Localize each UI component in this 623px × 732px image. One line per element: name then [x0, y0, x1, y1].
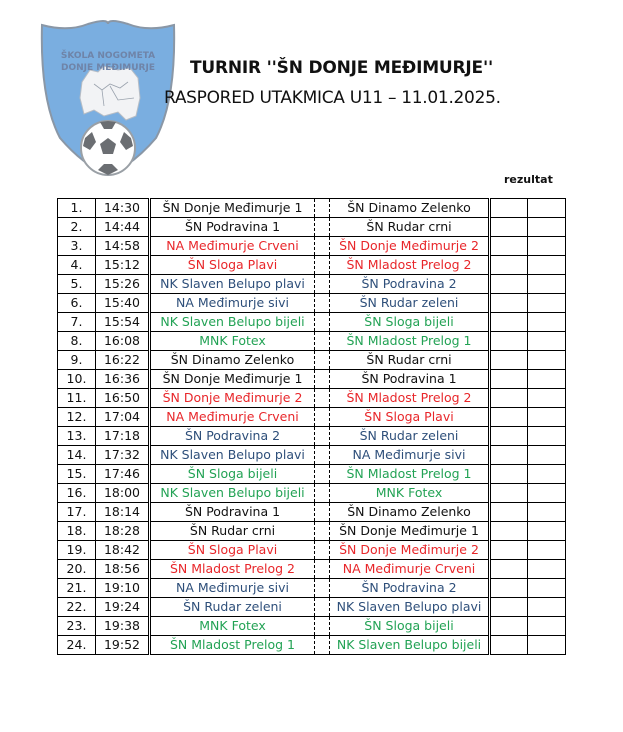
away-team: ŠN Sloga bijeli — [330, 617, 490, 636]
result-home-cell[interactable] — [490, 313, 528, 332]
result-home-cell[interactable] — [490, 446, 528, 465]
separator — [315, 427, 330, 446]
match-number: 4. — [58, 256, 96, 275]
away-team: ŠN Mladost Prelog 2 — [330, 256, 490, 275]
home-team: ŠN Donje Međimurje 1 — [150, 370, 315, 389]
result-away-cell[interactable] — [528, 503, 566, 522]
home-team: ŠN Podravina 1 — [150, 218, 315, 237]
home-team: NA Međimurje Crveni — [150, 408, 315, 427]
away-team: ŠN Rudar crni — [330, 351, 490, 370]
separator — [315, 484, 330, 503]
home-team: ŠN Rudar crni — [150, 522, 315, 541]
table-row — [58, 294, 566, 313]
separator — [315, 617, 330, 636]
home-team: NK Slaven Belupo plavi — [150, 275, 315, 294]
match-time: 19:52 — [96, 636, 150, 655]
shield-icon — [38, 20, 178, 190]
table-row — [58, 389, 566, 408]
home-team: ŠN Rudar zeleni — [150, 598, 315, 617]
away-team: NA Međimurje Crveni — [330, 560, 490, 579]
home-team: ŠN Sloga Plavi — [150, 541, 315, 560]
result-home-cell[interactable] — [490, 579, 528, 598]
separator — [315, 598, 330, 617]
match-time: 16:22 — [96, 351, 150, 370]
separator — [315, 522, 330, 541]
match-number: 19. — [58, 541, 96, 560]
match-number: 16. — [58, 484, 96, 503]
separator — [315, 636, 330, 655]
away-team: ŠN Mladost Prelog 1 — [330, 332, 490, 351]
match-time: 19:38 — [96, 617, 150, 636]
match-number: 23. — [58, 617, 96, 636]
logo-text-1: ŠKOLA NOGOMETA — [60, 51, 156, 61]
match-time: 16:36 — [96, 370, 150, 389]
home-team: MNK Fotex — [150, 332, 315, 351]
result-home-cell[interactable] — [490, 218, 528, 237]
result-away-cell[interactable] — [528, 389, 566, 408]
result-home-cell[interactable] — [490, 275, 528, 294]
match-number: 1. — [58, 199, 96, 218]
match-time: 15:40 — [96, 294, 150, 313]
page-subtitle: RASPORED UTAKMICA U11 – 11.01.2025. — [164, 88, 501, 108]
away-team: ŠN Sloga bijeli — [330, 313, 490, 332]
table-row — [58, 275, 566, 294]
match-number: 22. — [58, 598, 96, 617]
match-time: 18:28 — [96, 522, 150, 541]
home-team: NK Slaven Belupo bijeli — [150, 484, 315, 503]
result-away-cell[interactable] — [528, 522, 566, 541]
home-team: ŠN Podravina 2 — [150, 427, 315, 446]
match-number: 9. — [58, 351, 96, 370]
table-row — [58, 351, 566, 370]
separator — [315, 446, 330, 465]
table-row — [58, 465, 566, 484]
result-home-cell[interactable] — [490, 598, 528, 617]
match-number: 18. — [58, 522, 96, 541]
match-number: 20. — [58, 560, 96, 579]
result-home-cell[interactable] — [490, 370, 528, 389]
away-team: ŠN Donje Međimurje 2 — [330, 237, 490, 256]
table-row — [58, 408, 566, 427]
table-row — [58, 617, 566, 636]
away-team: NK Slaven Belupo bijeli — [330, 636, 490, 655]
home-team: NK Slaven Belupo plavi — [150, 446, 315, 465]
table-row — [58, 256, 566, 275]
match-time: 17:04 — [96, 408, 150, 427]
away-team: ŠN Donje Međimurje 2 — [330, 541, 490, 560]
result-away-cell[interactable] — [528, 446, 566, 465]
result-home-cell[interactable] — [490, 617, 528, 636]
separator — [315, 256, 330, 275]
result-away-cell[interactable] — [528, 636, 566, 655]
away-team: ŠN Dinamo Zelenko — [330, 199, 490, 218]
match-number: 13. — [58, 427, 96, 446]
match-number: 8. — [58, 332, 96, 351]
match-time: 17:46 — [96, 465, 150, 484]
match-time: 19:10 — [96, 579, 150, 598]
separator — [315, 503, 330, 522]
home-team: ŠN Sloga Plavi — [150, 256, 315, 275]
match-time: 15:12 — [96, 256, 150, 275]
table-row — [58, 598, 566, 617]
result-away-cell[interactable] — [528, 218, 566, 237]
match-time: 14:30 — [96, 199, 150, 218]
separator — [315, 313, 330, 332]
table-row — [58, 237, 566, 256]
match-number: 21. — [58, 579, 96, 598]
table-row — [58, 446, 566, 465]
soccer-ball-icon — [81, 121, 135, 175]
home-team: ŠN Dinamo Zelenko — [150, 351, 315, 370]
separator — [315, 218, 330, 237]
match-number: 12. — [58, 408, 96, 427]
table-row — [58, 199, 566, 218]
result-home-cell[interactable] — [490, 237, 528, 256]
result-away-cell[interactable] — [528, 617, 566, 636]
table-row — [58, 541, 566, 560]
separator — [315, 294, 330, 313]
result-away-cell[interactable] — [528, 370, 566, 389]
table-row — [58, 313, 566, 332]
result-away-cell[interactable] — [528, 294, 566, 313]
separator — [315, 275, 330, 294]
separator — [315, 199, 330, 218]
result-away-cell[interactable] — [528, 332, 566, 351]
home-team: NA Međimurje Crveni — [150, 237, 315, 256]
separator — [315, 370, 330, 389]
result-label: rezultat — [504, 173, 553, 186]
result-away-cell[interactable] — [528, 541, 566, 560]
separator — [315, 541, 330, 560]
match-time: 18:42 — [96, 541, 150, 560]
table-row — [58, 332, 566, 351]
result-home-cell[interactable] — [490, 389, 528, 408]
result-home-cell[interactable] — [490, 351, 528, 370]
table-row — [58, 636, 566, 655]
match-time: 18:00 — [96, 484, 150, 503]
table-row — [58, 218, 566, 237]
match-number: 6. — [58, 294, 96, 313]
away-team: NA Međimurje sivi — [330, 446, 490, 465]
away-team: ŠN Mladost Prelog 2 — [330, 389, 490, 408]
match-number: 14. — [58, 446, 96, 465]
result-home-cell[interactable] — [490, 256, 528, 275]
match-time: 15:54 — [96, 313, 150, 332]
home-team: ŠN Donje Međimurje 1 — [150, 199, 315, 218]
away-team: NK Slaven Belupo plavi — [330, 598, 490, 617]
match-time: 18:56 — [96, 560, 150, 579]
away-team: ŠN Rudar crni — [330, 218, 490, 237]
table-row — [58, 560, 566, 579]
logo-text-2: DONJE MEĐIMURJE — [61, 63, 155, 73]
result-away-cell[interactable] — [528, 313, 566, 332]
match-time: 17:18 — [96, 427, 150, 446]
away-team: ŠN Dinamo Zelenko — [330, 503, 490, 522]
table-row — [58, 503, 566, 522]
match-number: 2. — [58, 218, 96, 237]
separator — [315, 237, 330, 256]
result-away-cell[interactable] — [528, 579, 566, 598]
home-team: NA Međimurje sivi — [150, 294, 315, 313]
separator — [315, 389, 330, 408]
away-team: ŠN Podravina 1 — [330, 370, 490, 389]
match-time: 17:32 — [96, 446, 150, 465]
home-team: NK Slaven Belupo bijeli — [150, 313, 315, 332]
match-time: 16:50 — [96, 389, 150, 408]
away-team: ŠN Podravina 2 — [330, 275, 490, 294]
away-team: ŠN Sloga Plavi — [330, 408, 490, 427]
away-team: MNK Fotex — [330, 484, 490, 503]
match-number: 10. — [58, 370, 96, 389]
result-home-cell[interactable] — [490, 541, 528, 560]
result-away-cell[interactable] — [528, 598, 566, 617]
home-team: ŠN Donje Međimurje 2 — [150, 389, 315, 408]
result-home-cell[interactable] — [490, 465, 528, 484]
match-number: 3. — [58, 237, 96, 256]
result-away-cell[interactable] — [528, 275, 566, 294]
separator — [315, 408, 330, 427]
result-home-cell[interactable] — [490, 522, 528, 541]
match-time: 19:24 — [96, 598, 150, 617]
match-time: 15:26 — [96, 275, 150, 294]
result-home-cell[interactable] — [490, 294, 528, 313]
result-away-cell[interactable] — [528, 237, 566, 256]
page-title: TURNIR ''ŠN DONJE MEĐIMURJE'' — [190, 58, 493, 78]
result-home-cell[interactable] — [490, 408, 528, 427]
result-away-cell[interactable] — [528, 256, 566, 275]
result-home-cell[interactable] — [490, 560, 528, 579]
table-row — [58, 579, 566, 598]
home-team: ŠN Mladost Prelog 2 — [150, 560, 315, 579]
home-team: MNK Fotex — [150, 617, 315, 636]
table-row — [58, 370, 566, 389]
home-team: ŠN Sloga bijeli — [150, 465, 315, 484]
match-number: 24. — [58, 636, 96, 655]
away-team: ŠN Rudar zeleni — [330, 294, 490, 313]
result-away-cell[interactable] — [528, 408, 566, 427]
separator — [315, 351, 330, 370]
away-team: ŠN Donje Međimurje 1 — [330, 522, 490, 541]
home-team: ŠN Podravina 1 — [150, 503, 315, 522]
match-time: 18:14 — [96, 503, 150, 522]
result-home-cell[interactable] — [490, 332, 528, 351]
separator — [315, 560, 330, 579]
away-team: ŠN Podravina 2 — [330, 579, 490, 598]
home-team: ŠN Mladost Prelog 1 — [150, 636, 315, 655]
result-away-cell[interactable] — [528, 427, 566, 446]
match-number: 11. — [58, 389, 96, 408]
separator — [315, 332, 330, 351]
result-away-cell[interactable] — [528, 560, 566, 579]
match-time: 14:58 — [96, 237, 150, 256]
away-team: ŠN Rudar zeleni — [330, 427, 490, 446]
home-team: NA Međimurje sivi — [150, 579, 315, 598]
result-away-cell[interactable] — [528, 199, 566, 218]
result-home-cell[interactable] — [490, 503, 528, 522]
table-row — [58, 427, 566, 446]
result-home-cell[interactable] — [490, 199, 528, 218]
separator — [315, 465, 330, 484]
club-logo — [38, 20, 178, 190]
match-number: 7. — [58, 313, 96, 332]
away-team: ŠN Mladost Prelog 1 — [330, 465, 490, 484]
result-home-cell[interactable] — [490, 636, 528, 655]
schedule-table — [57, 198, 566, 655]
table-row — [58, 484, 566, 503]
match-number: 15. — [58, 465, 96, 484]
match-time: 14:44 — [96, 218, 150, 237]
match-time: 16:08 — [96, 332, 150, 351]
table-row — [58, 522, 566, 541]
result-home-cell[interactable] — [490, 484, 528, 503]
separator — [315, 579, 330, 598]
result-home-cell[interactable] — [490, 427, 528, 446]
result-away-cell[interactable] — [528, 465, 566, 484]
map-icon — [80, 66, 140, 120]
result-away-cell[interactable] — [528, 484, 566, 503]
match-number: 5. — [58, 275, 96, 294]
match-number: 17. — [58, 503, 96, 522]
result-away-cell[interactable] — [528, 351, 566, 370]
